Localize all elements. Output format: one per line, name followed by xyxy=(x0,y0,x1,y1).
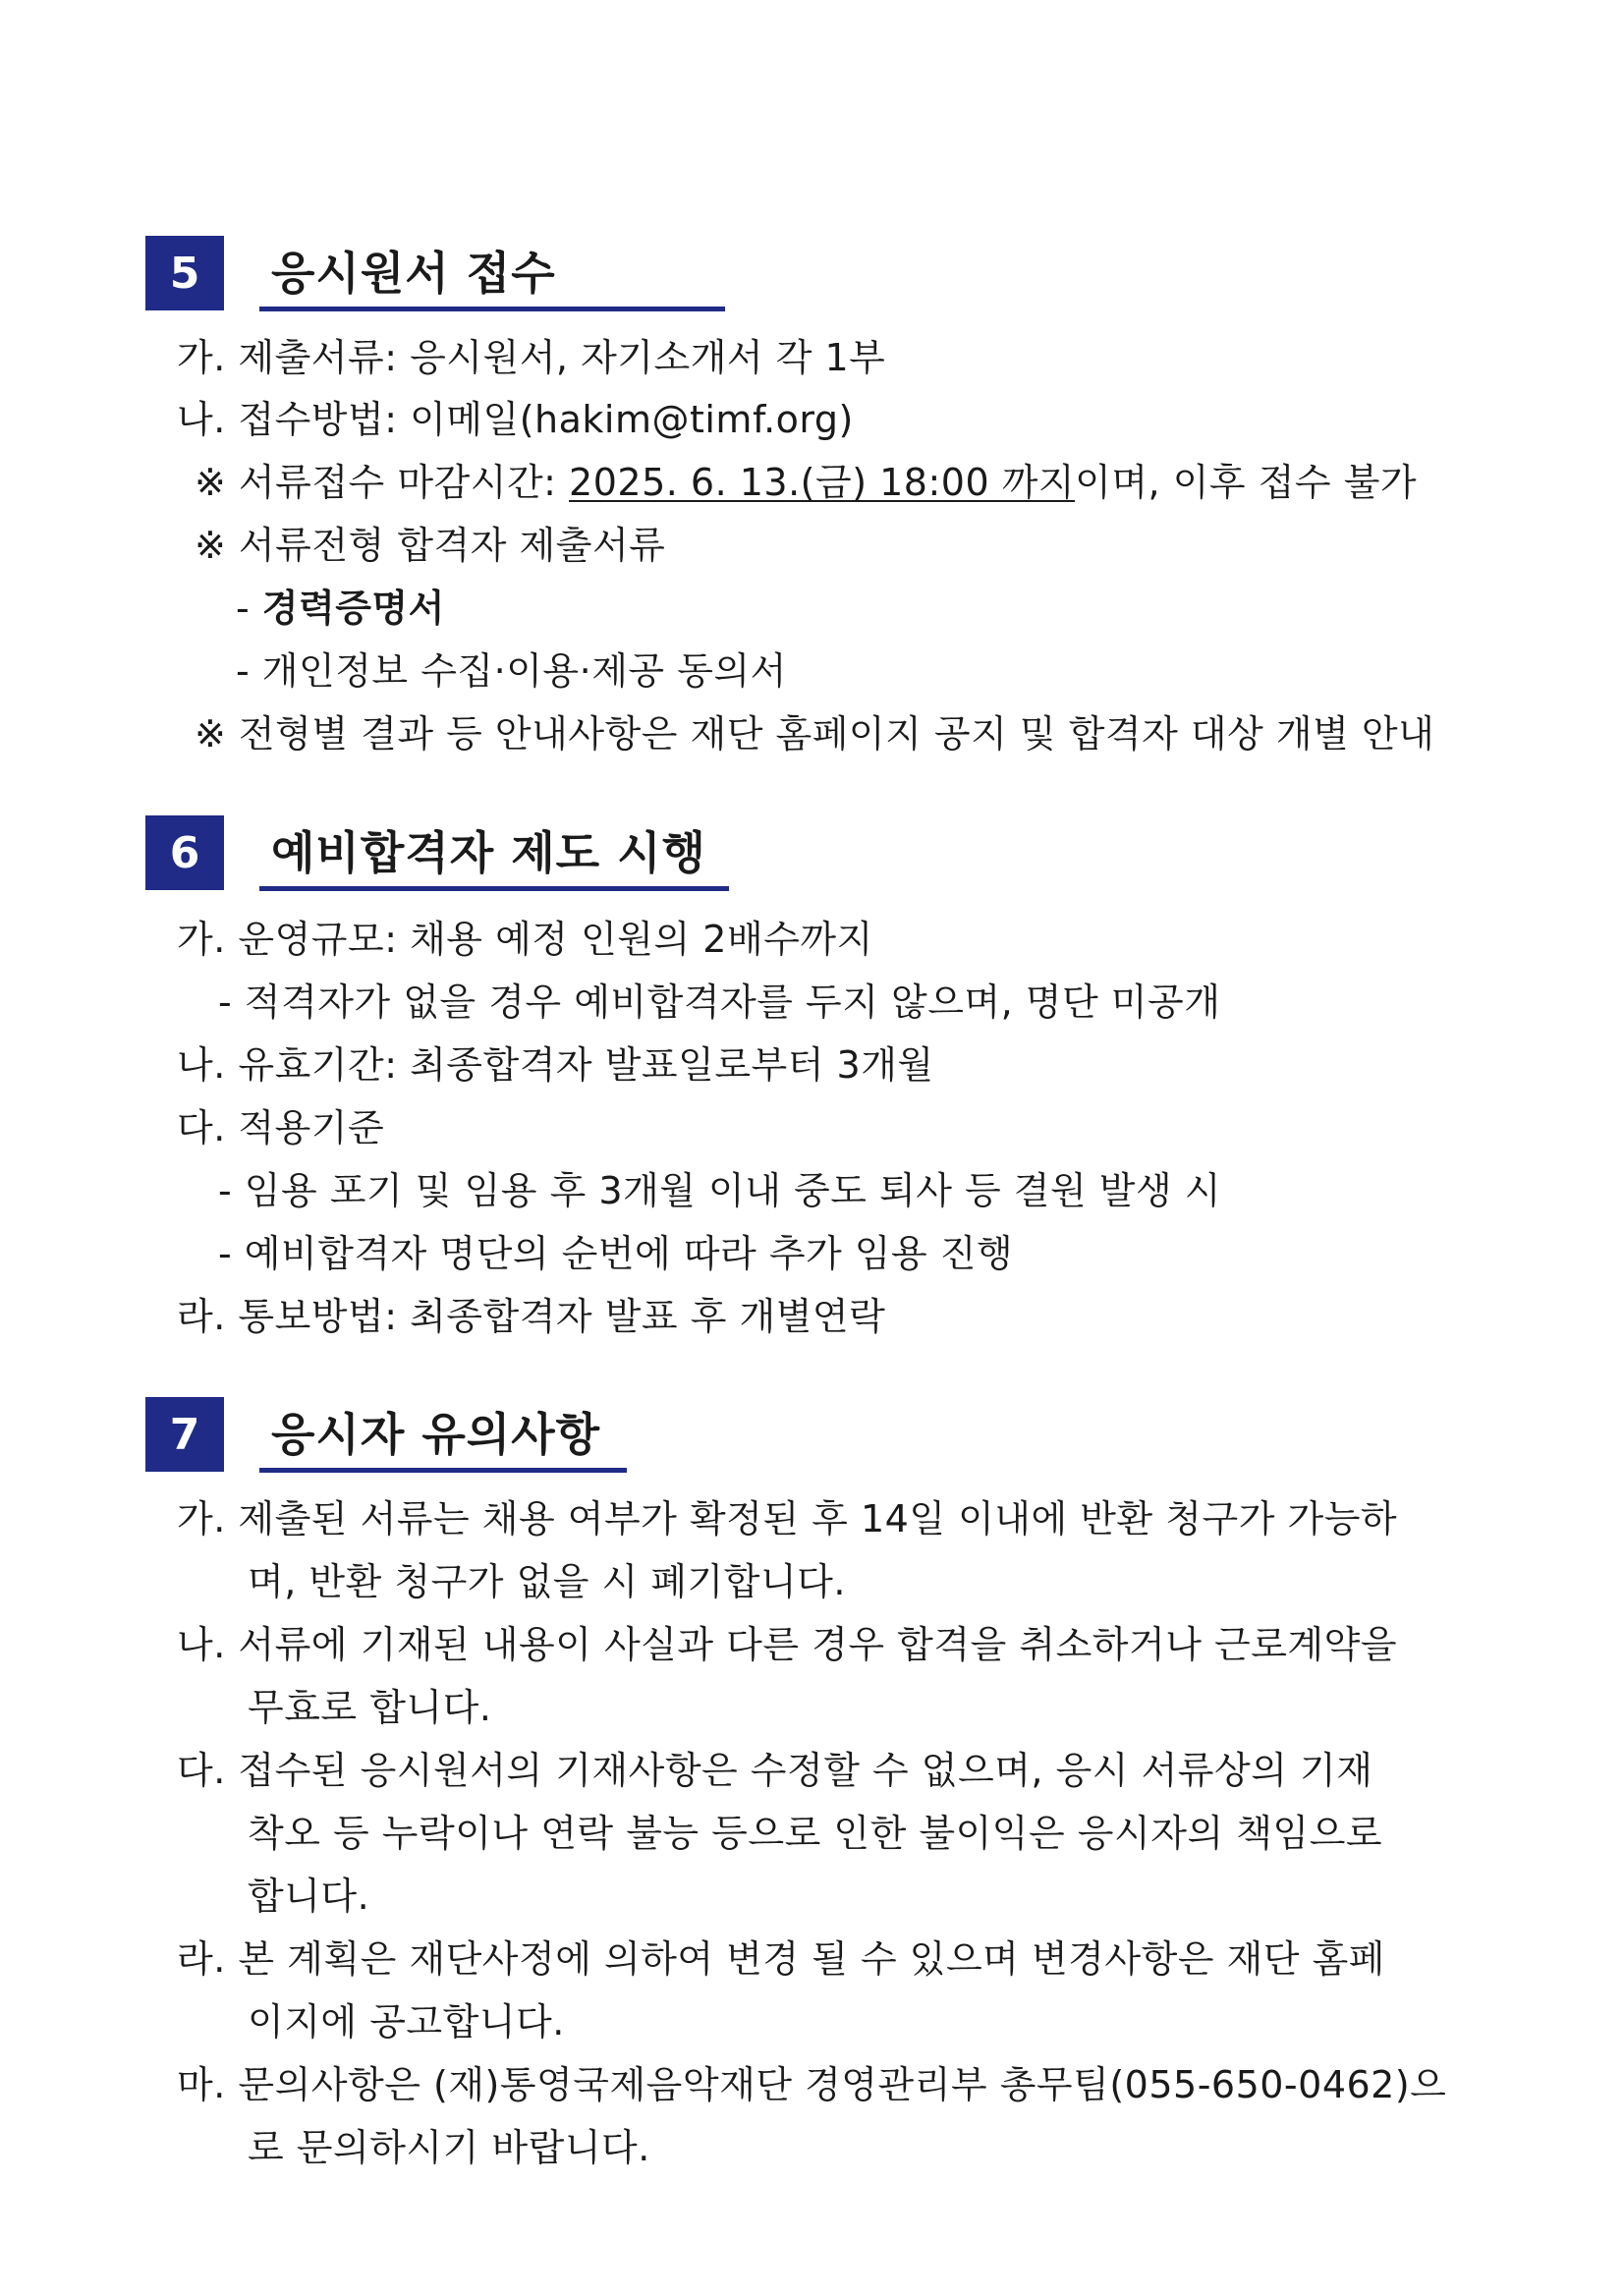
list-item: 마. 문의사항은 (재)통영국제음악재단 경영관리부 총무팀(055-650-0462)으 xyxy=(177,2063,1447,2106)
list-item: 다. 접수된 응시원서의 기재사항은 수정할 수 없으며, 응시 서류상의 기재 xyxy=(177,1749,1373,1792)
dash-marker: - xyxy=(236,587,262,630)
list-item: 가. 운영규모: 채용 예정 인원의 2배수까지 xyxy=(177,918,873,961)
list-item-continuation: 이지에 공고합니다. xyxy=(248,2000,565,2044)
list-item: 다. 적용기준 xyxy=(177,1106,385,1149)
note-item: ※ 전형별 결과 등 안내사항은 재단 홈페이지 공지 및 합격자 대상 개별 안내 xyxy=(195,712,1435,756)
note-text: ※ 서류접수 마감시간: xyxy=(195,461,570,504)
list-item: 가. 제출된 서류는 채용 여부가 확정된 후 14일 이내에 반환 청구가 가능하 xyxy=(177,1497,1398,1540)
section-title: 응시자 유의사항 xyxy=(271,1408,601,1461)
note-deadline xyxy=(195,459,1417,506)
list-item: 가. 제출서류: 응시원서, 자기소개서 각 1부 xyxy=(177,336,886,379)
list-item: 라. 본 계획은 재단사정에 의하여 변경 될 수 있으며 변경사항은 재단 홈페 xyxy=(177,1937,1385,1981)
list-item-continuation: 착오 등 누락이나 연락 불능 등으로 인한 불이익은 응시자의 책임으로 xyxy=(248,1812,1383,1855)
section-number-badge: 6 xyxy=(145,815,224,890)
note-item: ※ 서류전형 합격자 제출서류 xyxy=(195,524,666,567)
list-item: 나. 서류에 기재된 내용이 사실과 다른 경우 합격을 취소하거나 근로계약을 xyxy=(177,1623,1398,1666)
sub-item: - 임용 포기 및 임용 후 3개월 이내 중도 퇴사 등 결원 발생 시 xyxy=(218,1169,1221,1212)
list-item: 나. 접수방법: 이메일(hakim@timf.org) xyxy=(177,398,854,441)
title-underline xyxy=(259,886,729,891)
bold-text: 경력증명서 xyxy=(261,587,445,630)
sub-item: - 개인정보 수집·이용·제공 동의서 xyxy=(236,649,787,693)
list-item-continuation: 며, 반환 청구가 없을 시 폐기합니다. xyxy=(248,1560,846,1603)
list-item-continuation: 합니다. xyxy=(248,1875,370,1918)
sub-item: - 예비합격자 명단의 순번에 따라 추가 임용 진행 xyxy=(218,1232,1014,1275)
section-number-badge: 7 xyxy=(145,1397,224,1472)
title-underline xyxy=(259,307,725,311)
section-title: 예비합격자 제도 시행 xyxy=(271,826,706,879)
list-item-continuation: 로 문의하시기 바랍니다. xyxy=(248,2126,650,2169)
list-item: 라. 통보방법: 최종합격자 발표 후 개별연락 xyxy=(177,1295,886,1338)
list-item-continuation: 무효로 합니다. xyxy=(248,1686,492,1729)
section-title: 응시원서 접수 xyxy=(271,247,556,300)
deadline-text: 2025. 6. 13.(금) 18:00 까지 xyxy=(569,461,1076,504)
section-number-badge: 5 xyxy=(145,236,224,310)
list-item: 나. 유효기간: 최종합격자 발표일로부터 3개월 xyxy=(177,1043,934,1087)
note-text: 이며, 이후 접수 불가 xyxy=(1075,461,1418,504)
title-underline xyxy=(259,1468,627,1473)
sub-item: - 적격자가 없을 경우 예비합격자를 두지 않으며, 명단 미공개 xyxy=(218,980,1221,1024)
sub-item-bold xyxy=(236,585,445,632)
